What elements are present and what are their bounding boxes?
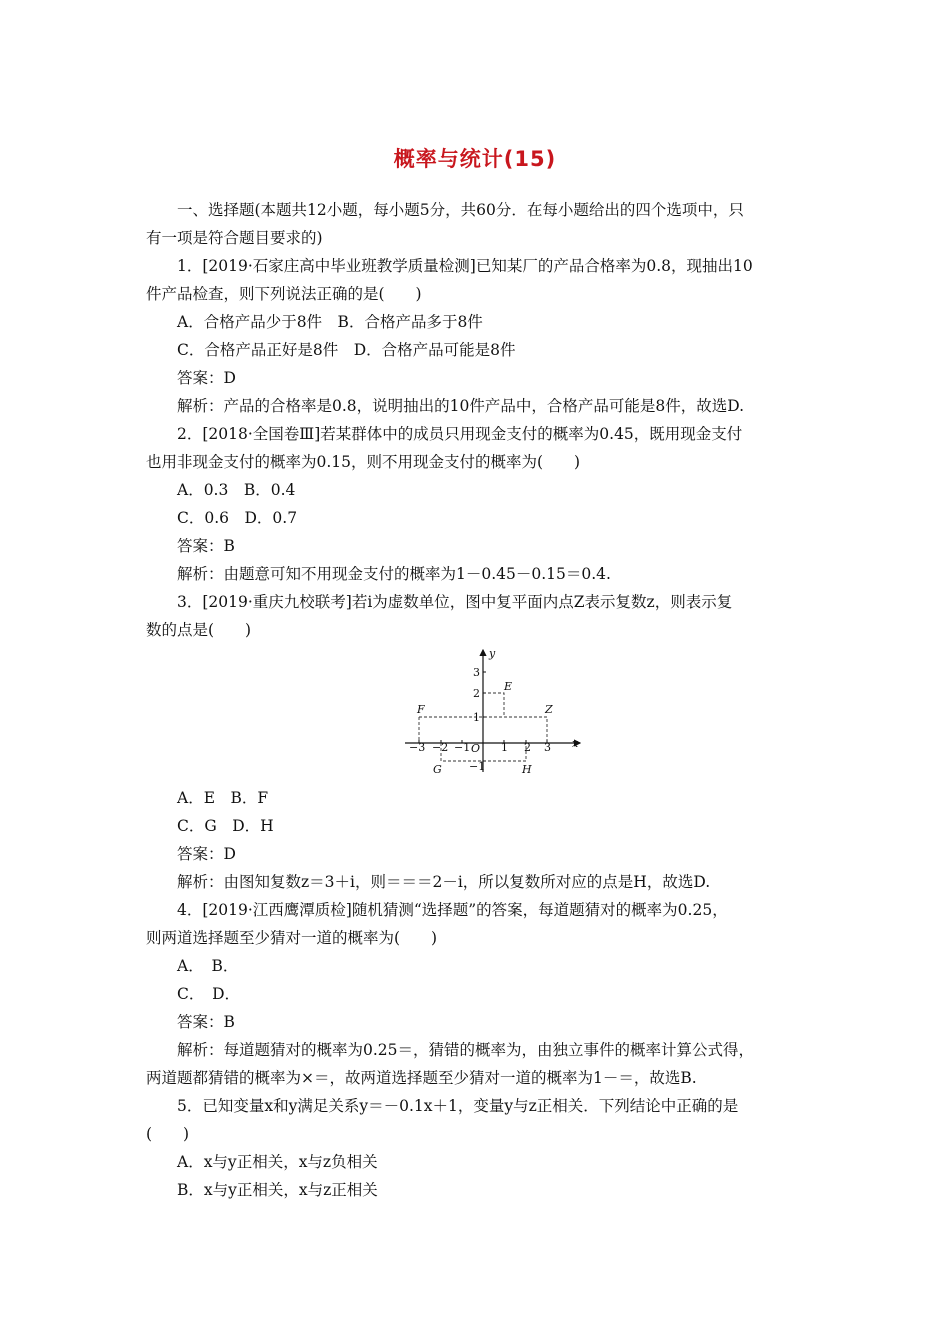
q1-stem-cont: 件产品检查，则下列说法正确的是( ) [146,285,422,303]
y-axis-label: y [489,647,496,660]
x-axis-label: x [572,737,579,750]
y-tick-label: 2 [473,687,480,700]
point-f-label: F [417,703,425,716]
q2-analysis: 解析：由题意可知不用现金支付的概率为1－0.45－0.15＝0.4. [177,565,611,583]
y-tick-label: 1 [473,711,480,724]
section-heading: 一、选择题(本题共12小题，每小题5分，共60分．在每小题给出的四个选项中，只 [177,201,744,219]
q4-options-ab: A． B． [177,957,239,975]
q2-options-cd: C．0.6 D．0.7 [177,509,298,527]
section-heading-cont: 有一项是符合题目要求的) [146,229,323,247]
q4-options-cd: C． D． [177,985,241,1003]
rect-e [483,693,504,717]
y-tick-label: 3 [473,666,480,679]
point-g-label: G [433,763,442,776]
q4-analysis: 解析：每道题猜对的概率为0.25＝，猜错的概率为，由独立事件的概率计算公式得， [177,1041,755,1059]
page-title: 概率与统计(15) [393,147,557,171]
q2-stem: 2．[2018·全国卷Ⅲ]若某群体中的成员只用现金支付的概率为0.45，既用现金支付 [177,425,743,443]
q1-answer: 答案：D [177,369,236,387]
x-tick-label: 1 [501,741,508,754]
origin-label: O [471,742,481,755]
point-e-label: E [504,680,513,693]
q2-answer: 答案：B [177,537,235,555]
x-tick-label: −2 [432,741,449,754]
q4-answer: 答案：B [177,1013,235,1031]
q4-analysis-cont: 两道题都猜错的概率为×＝，故两道选择题至少猜对一道的概率为1－＝，故选B. [146,1069,697,1087]
q1-options-ab: A．合格产品少于8件 B．合格产品多于8件 [177,313,483,331]
x-tick-label: 3 [544,741,551,754]
point-z-label: Z [545,703,553,716]
x-tick-label: −1 [454,741,471,754]
q3-options-cd: C．G D．H [177,817,274,835]
q4-stem: 4．[2019·江西鹰潭质检]随机猜测“选择题”的答案，每道题猜对的概率为0.25， [177,901,728,919]
q4-stem-cont: 则两道选择题至少猜对一道的概率为( ) [146,929,438,947]
q1-stem: 1．[2019·石家庄高中毕业班教学质量检测]已知某厂的产品合格率为0.8，现抽出10 [177,257,753,275]
q5-stem-cont: ( ) [146,1125,190,1143]
q3-stem-cont: 数的点是( ) [146,621,252,639]
y-tick-label: −1 [469,760,486,773]
q3-answer: 答案：D [177,845,236,863]
q1-options-cd: C．合格产品正好是8件 D．合格产品可能是8件 [177,341,516,359]
q5-option-a: A．x与y正相关，x与z负相关 [177,1153,378,1171]
q5-option-b: B．x与y正相关，x与z正相关 [177,1181,378,1199]
x-tick-label: −3 [409,741,426,754]
complex-plane-figure [400,644,590,776]
x-tick-label: 2 [524,741,531,754]
q1-analysis: 解析：产品的合格率是0.8，说明抽出的10件产品中，合格产品可能是8件，故选D. [177,397,745,415]
q3-options-ab: A．E B．F [177,789,269,807]
q3-analysis: 解析：由图知复数z＝3＋i，则＝＝＝2－i，所以复数所对应的点是H，故选D. [177,873,711,891]
q5-stem: 5．已知变量x和y满足关系y＝－0.1x＋1，变量y与z正相关．下列结论中正确的是 [177,1097,739,1115]
point-h-label: H [522,763,532,776]
q2-options-ab: A．0.3 B．0.4 [177,481,296,499]
q3-stem: 3．[2019·重庆九校联考]若i为虚数单位，图中复平面内点Z表示复数z，则表示复 [177,593,733,611]
q2-stem-cont: 也用非现金支付的概率为0.15，则不用现金支付的概率为( ) [146,453,581,471]
